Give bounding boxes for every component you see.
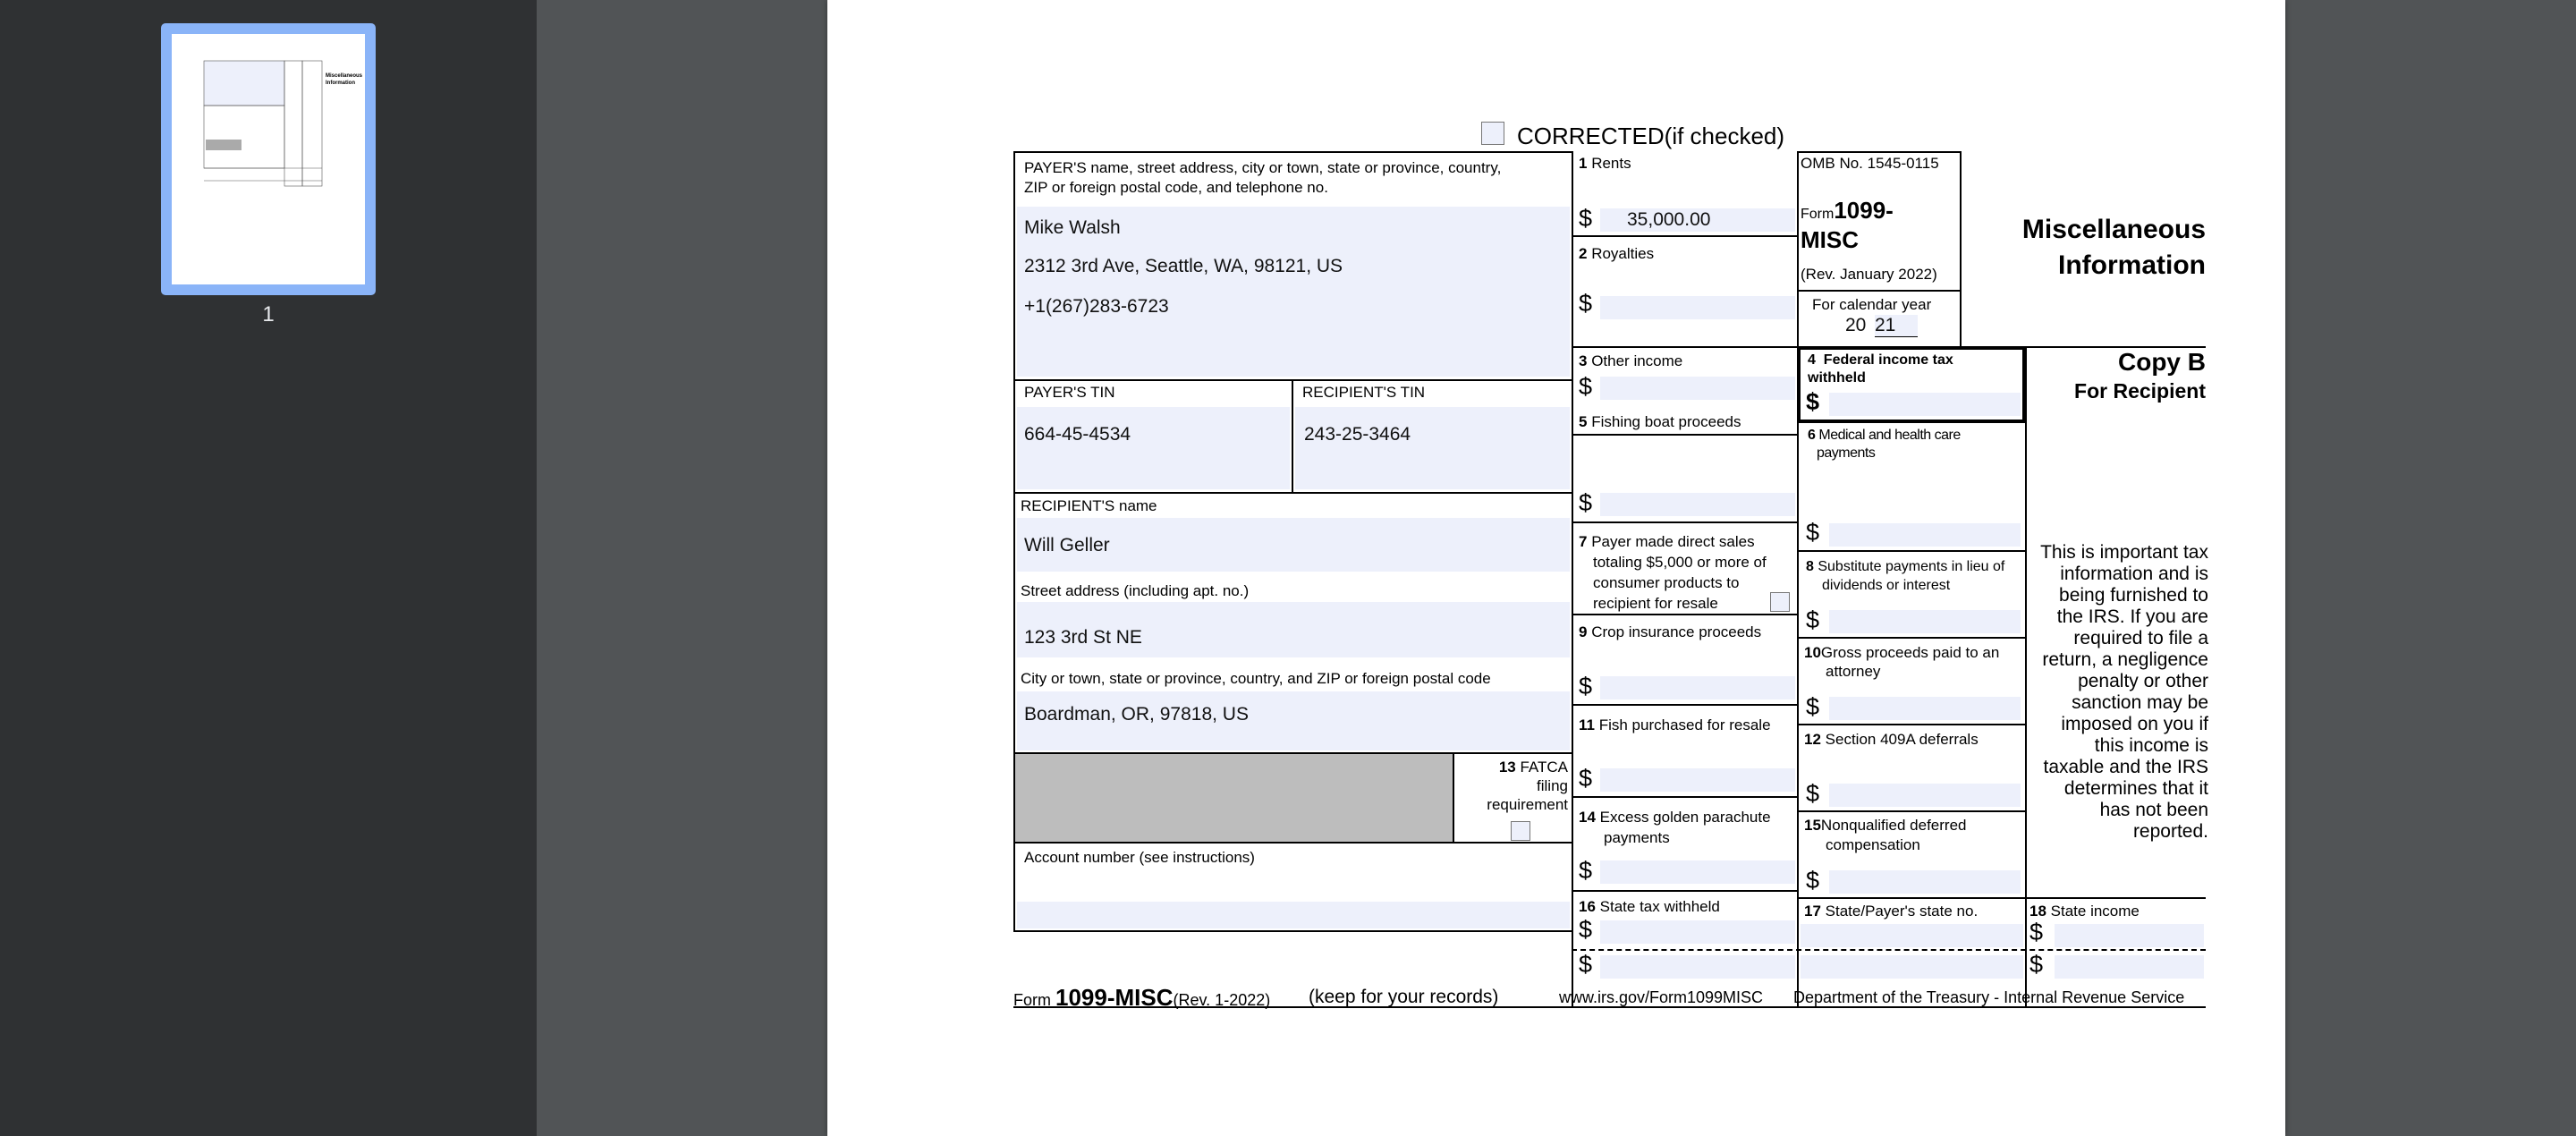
footer-keep: (keep for your records) <box>1309 987 1499 1007</box>
box15-label: 15Nonqualified deferred compensation <box>1804 817 1967 853</box>
calendar-year-input[interactable]: 21 <box>1875 315 1918 337</box>
corrected-checkbox[interactable] <box>1481 122 1504 145</box>
payer-name[interactable]: Mike Walsh <box>1024 217 1121 238</box>
copy-b-label: Copy B <box>2118 348 2206 376</box>
important-notice: This is important tax information and is being furnished to the IRS. If you are required to file a return, a negligence penalty or other sanction may be imposed on you if this income is taxable and the IRS determines that it has not been reported. <box>2040 542 2208 842</box>
thumbnail-page <box>172 34 365 284</box>
box6-input[interactable] <box>1829 523 2021 547</box>
box12-input[interactable] <box>1829 784 2021 807</box>
box10-label: 10Gross proceeds paid to an attorney <box>1804 644 2000 680</box>
box3-label: 3 Other income <box>1579 352 1683 369</box>
fatca-label: 13 FATCA filing requirement <box>1487 759 1568 813</box>
for-recipient-label: For Recipient <box>2074 379 2206 403</box>
form-1099-misc: CORRECTED(if checked) PAYER'S name, street address, city or town, state or province, country, ZIP or foreign postal code, and telephone no. Mike Walsh 2312 3rd Ave, Seattle, WA, 98121, US +1(267)283-6723 PAYER'S TIN 664-45-4534 RECIPIENT'S TIN 243-25-3464 RECIPIENT'S name Will Geller Street address (including apt. no.) 123 3rd St NE City or town, state or province, country, and ZIP or foreign postal code Boardman, OR, 97818, US 13 FATCA filing requirement Account number (see instructions) 1 Rents $ 35,000.00 2 Royalties $ 3 Other income $ 5 Fishing boat proceeds $ 7 Payer made direct sales totaling $5,000 or more of consumer products to recipient for resale 9 Crop insurance proceeds $ 11 Fish purchased for resale $ 14 Excess golden parachute payments $ 16 State tax withheld $ $ OMB No. 1545-0115 Form1099- MISC (Rev. January 2022) For calendar year 20 21 4 Federal income tax withheld $ 6 Medical and health care payments $ 8 Substitute payments in lieu of dividends or interest $ 10Gross proceeds paid to an attorney $ 12 Section 409A deferrals $ 15Nonqualified deferred compensation $ 17 State/Payer's state no. 18 State income $ $ Miscellaneous Information Copy B For Recipient This is important tax information and is being furnished to the IRS. If you are required to file a return, a negligence penalty or other sanction may be imposed on you if this income is taxable and the IRS determines that it has not been reported. Form 1099-MISC(Rev. 1-2022) (keep for your records) www.irs.gov/Form1099MISC Department of the Treasury - Internal Revenue Service <box>1013 123 2208 1011</box>
payer-tin-label: PAYER'S TIN <box>1024 384 1115 401</box>
form-title: Miscellaneous Information <box>2021 215 2206 280</box>
box17-label: 17 State/Payer's state no. <box>1804 903 1979 920</box>
footer-form-id: Form 1099-MISC(Rev. 1-2022) <box>1013 984 1271 1011</box>
city-address[interactable]: Boardman, OR, 97818, US <box>1024 704 1249 725</box>
box17-input-2[interactable] <box>1801 955 2023 979</box>
box14-input[interactable] <box>1600 860 1795 884</box>
thumbnail-sidebar <box>0 0 537 1136</box>
box2-royalties-input[interactable] <box>1600 296 1795 319</box>
corrected-label: CORRECTED(if checked) <box>1517 123 1785 149</box>
box1-dollar: $ <box>1579 205 1593 232</box>
recipient-name[interactable]: Will Geller <box>1024 535 1110 555</box>
box7-label: 7 Payer made direct sales totaling $5,000 or more of consumer products to recipient for resale <box>1579 533 1767 612</box>
payer-tin[interactable]: 664-45-4534 <box>1024 424 1131 445</box>
thumbnail-page-number: 1 <box>262 302 275 326</box>
recipient-tin[interactable]: 243-25-3464 <box>1304 424 1411 445</box>
box16-label: 16 State tax withheld <box>1579 898 1720 915</box>
box11-input[interactable] <box>1600 768 1795 792</box>
form-id: Form1099- MISC <box>1801 197 1894 253</box>
box4-label: 4 Federal income tax withheld <box>1808 352 1953 386</box>
box8-label: 8 Substitute payments in lieu of dividends or interest <box>1806 559 2005 593</box>
box18-label: 18 State income <box>2029 903 2140 920</box>
footer-url: www.irs.gov/Form1099MISC <box>1559 988 1764 1006</box>
box15-input[interactable] <box>1829 870 2021 894</box>
account-number-label: Account number (see instructions) <box>1024 849 1255 866</box>
box2-label: 2 Royalties <box>1579 245 1655 262</box>
box7-checkbox[interactable] <box>1770 592 1790 612</box>
account-number-input[interactable] <box>1017 902 1570 928</box>
box12-label: 12 Section 409A deferrals <box>1804 731 1979 748</box>
box9-label: 9 Crop insurance proceeds <box>1579 623 1762 640</box>
box14-label: 14 Excess golden parachute payments <box>1579 809 1771 846</box>
box9-input[interactable] <box>1600 676 1795 699</box>
svg-text:Miscellaneous: Miscellaneous <box>326 73 363 79</box>
recipient-name-label: RECIPIENT'S name <box>1021 497 1157 514</box>
box1-rents-value[interactable]: 35,000.00 <box>1627 209 1711 230</box>
footer-department: Department of the Treasury - Internal Revenue Service <box>1793 988 2185 1006</box>
calendar-year-prefix: 20 <box>1845 315 1867 335</box>
fatca-checkbox[interactable] <box>1511 821 1530 841</box>
box3-other-income-input[interactable] <box>1600 377 1795 400</box>
box6-label: 6 Medical and health care payments <box>1808 428 1961 461</box>
box16-input-2[interactable] <box>1600 955 1795 979</box>
box1-label: 1 Rents <box>1579 155 1631 172</box>
box18-input-2[interactable] <box>2055 955 2204 979</box>
box18-input-1[interactable] <box>2055 924 2204 947</box>
box10-input[interactable] <box>1829 697 2021 720</box>
box5-label: 5 Fishing boat proceeds <box>1579 413 1741 430</box>
calendar-year-label: For calendar year <box>1812 296 1932 313</box>
box8-input[interactable] <box>1829 610 2021 633</box>
payer-address[interactable]: 2312 3rd Ave, Seattle, WA, 98121, US <box>1024 256 1343 276</box>
box5-input[interactable] <box>1600 493 1795 516</box>
omb-number: OMB No. 1545-0115 <box>1801 155 1939 172</box>
recipient-tin-label: RECIPIENT'S TIN <box>1302 384 1426 401</box>
box17-input-1[interactable] <box>1801 924 2023 947</box>
svg-text:Information: Information <box>326 81 355 86</box>
payer-header: PAYER'S name, street address, city or town, state or province, country, ZIP or foreign postal code, and telephone no. <box>1024 159 1502 196</box>
page-thumbnail[interactable] <box>161 23 376 295</box>
payer-phone[interactable]: +1(267)283-6723 <box>1024 296 1169 317</box>
box11-label: 11 Fish purchased for resale <box>1579 716 1771 733</box>
shaded-area <box>1015 754 1453 842</box>
box4-input[interactable] <box>1829 393 2021 416</box>
form-revision: (Rev. January 2022) <box>1801 266 1937 283</box>
street-address[interactable]: 123 3rd St NE <box>1024 627 1142 648</box>
street-label: Street address (including apt. no.) <box>1021 581 1254 601</box>
city-label: City or town, state or province, country, and ZIP or foreign postal code <box>1021 670 1491 687</box>
thumbnail-preview <box>172 34 365 284</box>
box16-input-1[interactable] <box>1600 920 1795 944</box>
